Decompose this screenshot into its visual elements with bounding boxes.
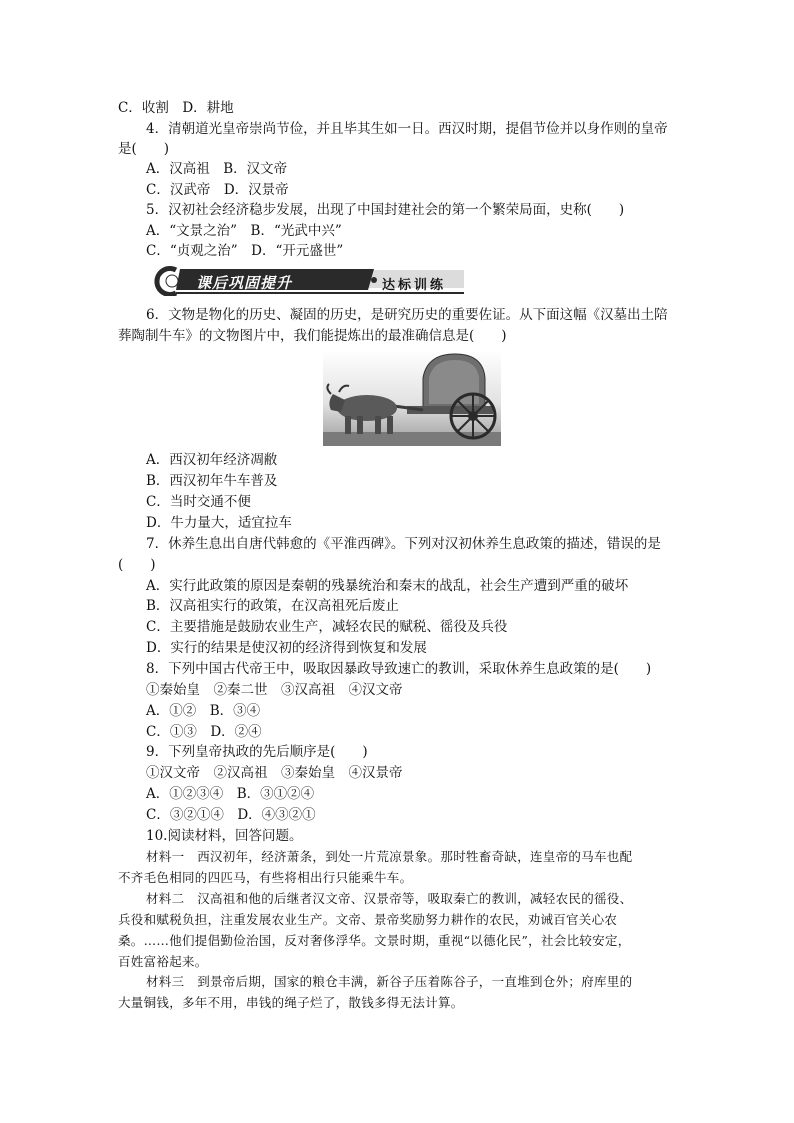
q7-option-a: A．实行此政策的原因是秦朝的残暴统治和秦末的战乱，社会生产遭到严重的破坏 [146,578,629,594]
q6-option-c: C．当时交通不便 [146,494,251,510]
q5-stem: 5．汉初社会经济稳步发展，出现了中国封建社会的第一个繁荣局面，史称( ) [146,202,625,218]
q9-stem: 9．下列皇帝执政的先后顺序是( ) [146,744,368,760]
q3-options-cd: C．收割 D．耕地 [118,100,234,116]
q8-options-cd: C．①③ D．②④ [146,724,262,740]
banner-title: 课后巩固提升 [196,274,293,292]
q5-options-cd: C．“贞观之治” D．“开元盛世” [146,243,344,259]
q4-stem: 4．清朝道光皇帝崇尚节俭，并且毕其生如一日。西汉时期，提倡节俭并以身作则的皇帝 [146,121,668,137]
q9-items: ①汉文帝 ②汉高祖 ③秦始皇 ④汉景帝 [146,765,403,781]
material-1-line-1: 材料一 西汉初年，经济萧条，到处一片荒凉景象。那时牲畜奇缺，连皇帝的马车也配 [146,849,633,864]
q8-items: ①秦始皇 ②秦二世 ③汉高祖 ④汉文帝 [146,682,403,698]
ox-cart-pottery-image [323,350,501,446]
q7-option-b: B．汉高祖实行的政策，在汉高祖死后废止 [146,598,399,614]
q6-stem-cont: 葬陶制牛车》的文物图片中，我们能提炼出的最准确信息是( ) [118,328,507,344]
q8-stem: 8．下列中国古代帝王中，吸取因暴政导致速亡的教训，采取休养生息政策的是( ) [146,661,652,677]
q6-option-a: A．西汉初年经济凋敝 [146,452,278,468]
q6-option-b: B．西汉初年牛车普及 [146,473,278,489]
q9-options-cd: C．③②①④ D．④③②① [146,807,316,823]
material-3-line-2: 大量铜钱，多年不用，串钱的绳子烂了，散钱多得无法计算。 [118,995,464,1010]
q6-stem: 6．文物是物化的历史、凝固的历史，是研究历史的重要佐证。从下面这幅《汉墓出土陪 [146,307,668,323]
q4-options-ab: A．汉高祖 B．汉文帝 [146,161,288,177]
material-3-line-1: 材料三 到景帝后期，国家的粮仓丰满，新谷子压着陈谷子，一直堆到仓外；府库里的 [146,974,633,989]
q7-option-d: D．实行的结果是使汉初的经济得到恢复和发展 [146,640,427,656]
q6-option-d: D．牛力量大，适宜拉车 [146,515,292,531]
q5-options-ab: A．“文景之治” B．“光武中兴” [146,223,342,239]
q9-options-ab: A．①②③④ B．③①②④ [146,786,315,802]
material-2-line-4: 百姓富裕起来。 [118,954,208,969]
q8-options-ab: A．①② B．③④ [146,703,261,719]
q4-stem-cont: 是( ) [118,141,170,157]
banner-subtitle: 达标训练 [382,278,447,293]
q7-option-c: C．主要措施是鼓励农业生产，减轻农民的赋税、徭役及兵役 [146,619,508,635]
material-2-line-1: 材料二 汉高祖和他的后继者汉文帝、汉景帝等，吸取秦亡的教训，减轻农民的徭役、 [146,891,633,906]
q7-stem: 7．休养生息出自唐代韩愈的《平淮西碑》。下列对汉初休养生息政策的描述，错误的是 [146,536,661,552]
material-1-line-2: 不齐毛色相同的四匹马，有些将相出行只能乘牛车。 [118,870,413,885]
material-2-line-3: 桑。……他们提倡勤俭治国，反对奢侈浮华。文景时期，重视“以德化民”，社会比较安定， [118,933,631,948]
q10-stem: 10.阅读材料，回答问题。 [146,828,303,844]
section-banner [146,266,464,296]
q4-options-cd: C．汉武帝 D．汉景帝 [146,182,289,198]
q7-stem-cont: ( ) [118,557,156,573]
material-2-line-2: 兵役和赋税负担，注重发展农业生产。文帝、景帝奖励努力耕作的农民，劝诫百官关心农 [118,912,618,927]
